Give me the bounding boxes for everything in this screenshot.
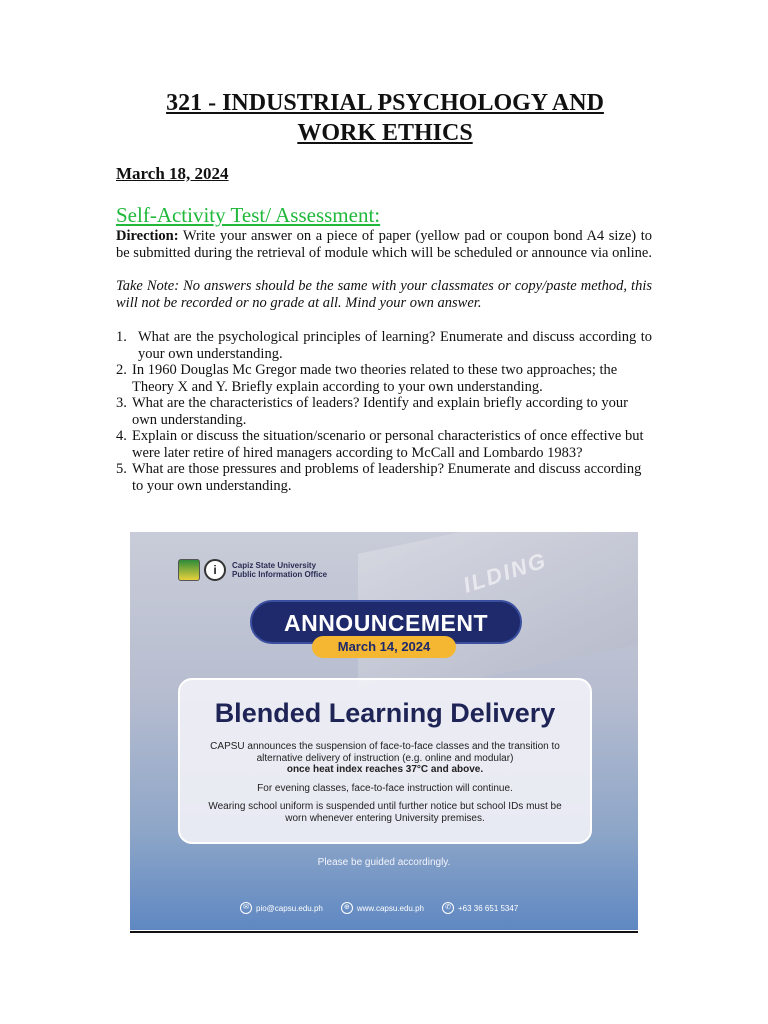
org-name	[232, 561, 327, 579]
building-sign-text: ILDING	[460, 547, 551, 598]
contact-row	[240, 902, 536, 914]
question-number: 2.	[116, 362, 127, 378]
email-icon: ✉	[240, 902, 252, 914]
question-item	[116, 428, 652, 461]
announcement-poster-image	[130, 532, 638, 930]
take-note-paragraph: Take Note: No answers should be the same with your classmates or copy/paste method, this will not be recorded or no grade at all. Mind your own answer.	[116, 278, 652, 311]
title-line-2: WORK ETHICS	[297, 120, 473, 146]
question-text: What are those pressures and problems of leadership? Enumerate and discuss according to your own understanding.	[132, 461, 642, 494]
question-item	[116, 362, 652, 395]
guided-note: Please be guided accordingly.	[317, 857, 451, 868]
document-date: March 18, 2024	[116, 164, 229, 183]
announcement-card	[178, 678, 592, 844]
direction-paragraph	[116, 228, 652, 261]
info-office-logo-icon: i	[204, 559, 226, 581]
question-text: Explain or discuss the situation/scenario or personal characteristics of once effective but were later retire of hired managers according to McCall and Lombardo 1983?	[132, 428, 644, 461]
globe-icon: ⊕	[341, 902, 353, 914]
announcement-banner: ANNOUNCEMENT	[250, 600, 522, 644]
question-item	[116, 395, 652, 428]
card-title: Blended Learning Delivery	[214, 698, 556, 728]
question-item	[116, 461, 652, 494]
direction-text: Write your answer on a piece of paper (yellow pad or coupon bond A4 size) to be submitted during the retrieval of module which will be scheduled or announce via online.	[116, 228, 652, 261]
phone-icon: ✆	[442, 902, 454, 914]
question-list	[116, 329, 652, 494]
card-paragraph-3: Wearing school uniform is suspended until further notice but school IDs must be worn whenever entering University premises.	[208, 801, 562, 824]
card-paragraph-1-text: CAPSU announces the suspension of face-to-face classes and the transition to alternative delivery of instruction (e.g. online and modular)	[210, 741, 560, 764]
announcement-date-badge: March 14, 2024	[312, 636, 456, 658]
title-line-1: 321 - INDUSTRIAL PSYCHOLOGY AND	[166, 90, 604, 116]
contact-email-text: pio@capsu.edu.ph	[256, 903, 323, 913]
card-paragraph-1-highlight: once heat index reaches 37°C and above.	[286, 764, 484, 775]
question-number: 4.	[116, 428, 127, 444]
card-paragraph-2: For evening classes, face-to-face instruction will continue.	[257, 782, 513, 794]
question-text: What are the psychological principles of learning? Enumerate and discuss according to your own understanding.	[138, 329, 652, 362]
bottom-divider	[130, 931, 638, 933]
contact-email	[240, 902, 323, 914]
question-number: 3.	[116, 395, 127, 411]
contact-website	[341, 902, 424, 914]
university-seal-icon	[178, 559, 200, 581]
question-number: 1.	[116, 329, 127, 345]
poster-header	[178, 559, 327, 581]
org-line-2: Public Information Office	[232, 570, 328, 579]
org-line-1: Capiz State University	[232, 561, 317, 570]
direction-label: Direction:	[116, 228, 179, 244]
contact-website-text: www.capsu.edu.ph	[356, 903, 424, 913]
question-number: 5.	[116, 461, 127, 477]
contact-phone	[442, 902, 518, 914]
question-text: In 1960 Douglas Mc Gregor made two theories related to these two approaches; the Theory X and Y. Briefly explain according to your own understanding.	[132, 362, 618, 395]
card-paragraph-1	[180, 741, 590, 776]
document-title	[118, 88, 652, 148]
question-item	[116, 329, 652, 362]
contact-phone-text: +63 36 651 5347	[458, 903, 519, 913]
question-text: What are the characteristics of leaders? Identify and explain briefly according to your own understanding.	[132, 395, 628, 428]
section-title: Self-Activity Test/ Assessment:	[116, 203, 381, 227]
